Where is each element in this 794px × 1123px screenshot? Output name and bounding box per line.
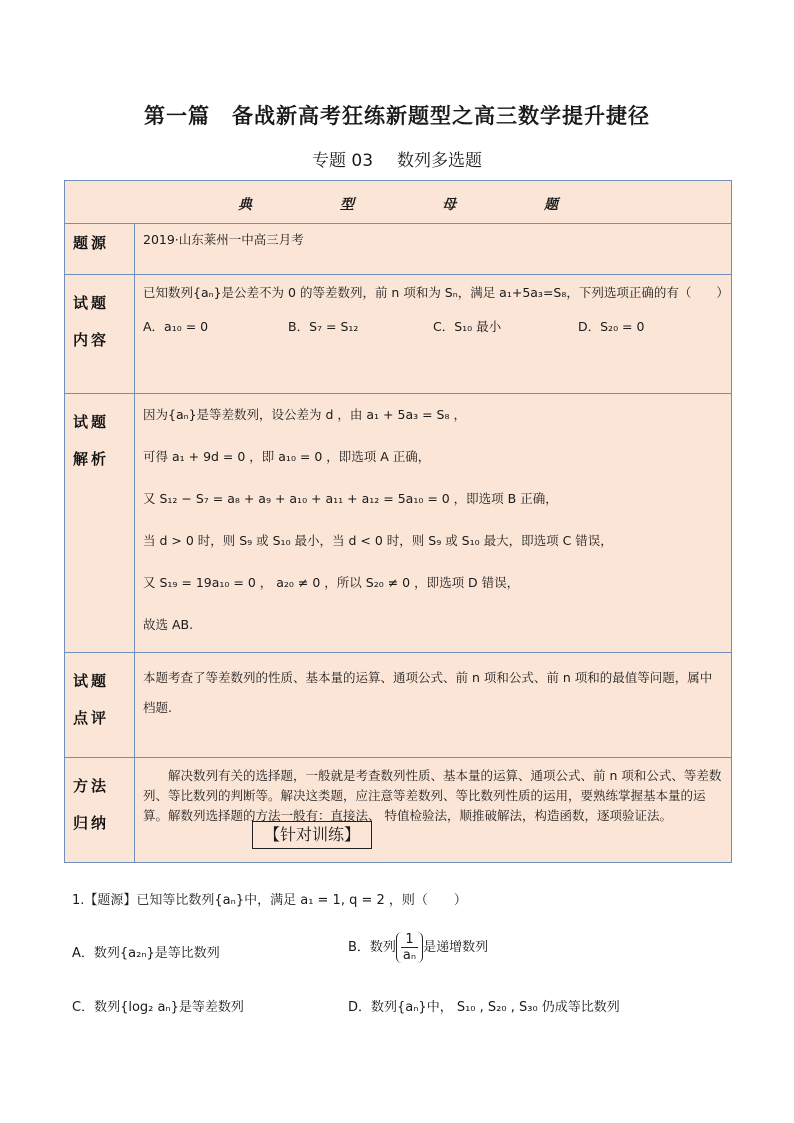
page-title (0, 100, 794, 130)
fraction-denominator: aₙ (402, 948, 417, 963)
review-text: 本题考查了等差数列的性质、基本量的运算、通项公式、前 n 项和公式、前 n 项和的最值等问题，属中档题. (143, 670, 713, 715)
header-char: 母 (442, 197, 456, 213)
option-b: B．S₇ = S₁₂ (288, 319, 359, 334)
title-part1: 第一篇 (144, 104, 210, 128)
table-header (65, 181, 732, 224)
review-label: 试题 点评 (65, 653, 135, 758)
source-label: 题源 (65, 224, 135, 275)
title-part2: 备战新高考狂练新题型之高三数学提升捷径 (232, 104, 650, 128)
option-a: A．a₁₀ = 0 (143, 319, 209, 334)
table-row (65, 394, 732, 653)
table-row (65, 758, 732, 863)
analysis-line: 故选 AB. (143, 617, 194, 632)
question-1-option-d: D．数列{aₙ}中， S₁₀ , S₂₀ , S₃₀ 仍成等比数列 (348, 1000, 620, 1015)
option-b-prefix: B．数列 (348, 940, 396, 955)
table-row (65, 275, 732, 394)
analysis-line: 又 S₁₉ = 19a₁₀ = 0 ， a₂₀ ≠ 0 ，所以 S₂₀ ≠ 0 ，即选项 D 错误， (143, 575, 520, 590)
question-1-option-b (348, 932, 488, 963)
analysis-line: 可得 a₁ + 9d = 0 ，即 a₁₀ = 0 ，即选项 A 正确， (143, 449, 431, 464)
page-subtitle (0, 146, 794, 171)
question-1-stem: 1.【题源】已知等比数列{aₙ}中，满足 a₁ = 1, q = 2 ，则（ ） (72, 893, 467, 908)
analysis-label: 试题 解析 (65, 394, 135, 653)
fraction-one-over-an (396, 932, 423, 963)
source-text: 2019·山东莱州一中高三月考 (135, 224, 732, 275)
question-1-option-c: C．数列{log₂ aₙ}是等差数列 (72, 1000, 244, 1015)
header-char: 题 (544, 197, 558, 213)
method-text: 解决数列有关的选择题，一般就是考查数列性质、基本量的运算、通项公式、前 n 项和公式、等差数列、等比数列的判断等。解决这类题，应注意等差数列、等比数列性质的运用，要熟练掌握基本量的运算。解数列选择题的方法一般有：直接法、 特值检验法，顺推破解法，构造函数，逐项验证法。 (143, 768, 722, 823)
content-label: 试题 内容 (65, 275, 135, 394)
option-d: D．S₂₀ = 0 (578, 319, 645, 334)
option-b-suffix: 是递增数列 (423, 940, 489, 955)
question-text: 已知数列{aₙ}是公差不为 0 的等差数列，前 n 项和为 Sₙ，满足 a₁+5a₃=S₈，下列选项正确的有（ ） (143, 285, 729, 300)
typical-problem-table (64, 180, 732, 863)
fraction-numerator: 1 (401, 932, 418, 948)
table-row (65, 653, 732, 758)
header-char: 型 (340, 197, 354, 213)
option-c: C．S₁₀ 最小 (433, 319, 502, 334)
analysis-line: 又 S₁₂ − S₇ = a₈ + a₉ + a₁₀ + a₁₁ + a₁₂ = 5a₁₀ = 0 ，即选项 B 正确， (143, 491, 558, 506)
header-char: 典 (238, 197, 252, 213)
table-row (65, 224, 732, 275)
method-label: 方法 归纳 (65, 758, 135, 863)
training-banner: 【针对训练】 (252, 821, 372, 849)
analysis-line: 当 d > 0 时，则 S₉ 或 S₁₀ 最小，当 d < 0 时，则 S₉ 或 S₁₀ 最大，即选项 C 错误， (143, 533, 613, 548)
analysis-line: 因为{aₙ}是等差数列，设公差为 d ，由 a₁ + 5a₃ = S₈ ， (143, 407, 466, 422)
question-1-option-a: A．数列{a₂ₙ}是等比数列 (72, 946, 220, 961)
subtitle-part1: 专题 03 (311, 151, 374, 171)
subtitle-part2: 数列多选题 (397, 151, 483, 171)
